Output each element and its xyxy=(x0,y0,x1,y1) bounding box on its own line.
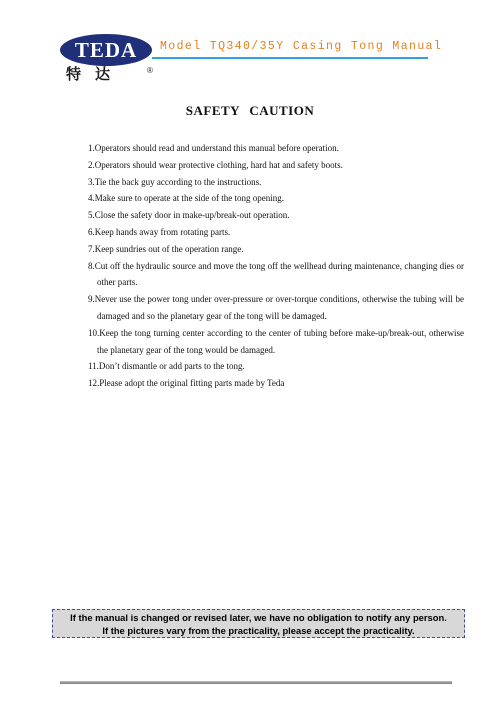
list-item: 8.Cut off the hydraulic source and move the tong off the wellhead during maintenance, changing dies or other parts. xyxy=(88,260,464,288)
list-item: 4.Make sure to operate at the side of the tong opening. xyxy=(88,193,284,204)
logo-chinese-text: 特达 xyxy=(66,65,125,83)
logo-oval-badge xyxy=(60,34,152,66)
footer-divider xyxy=(60,681,452,684)
list-item: 1.Operators should read and understand this manual before operation. xyxy=(88,143,339,153)
logo-text: TEDA xyxy=(74,38,138,62)
header-divider xyxy=(152,57,428,59)
list-item: 5.Close the safety door in make-up/break-out operation. xyxy=(88,210,290,221)
list-item: 10.Keep the tong turning center according to the center of tubing before make-up/break-out, otherwise the planetary gear of the tong would be damaged. xyxy=(88,327,464,355)
notice-line: If the pictures vary from the practicality, please accept the practicality. xyxy=(102,625,415,636)
list-item: 6.Keep hands away from rotating parts. xyxy=(88,226,231,237)
list-item: 3.Tie the back guy according to the instructions. xyxy=(88,176,262,187)
list-item: 12.Please adopt the original fitting parts made by Teda xyxy=(88,378,285,389)
notice-line: If the manual is changed or revised later, we have no obligation to notify any person. xyxy=(70,612,447,623)
header-title: Model TQ340/35Y Casing Tong Manual xyxy=(160,40,443,53)
safety-caution-list xyxy=(88,140,464,392)
list-item: 7.Keep sundries out of the operation range. xyxy=(88,243,244,254)
registered-mark: ® xyxy=(147,66,153,75)
list-item: 9.Never use the power tong under over-pressure or over-torque conditions, otherwise the tubing will be damaged and so the planetary gear of the tong will be damaged. xyxy=(88,294,464,321)
page-title: SAFETY CAUTION xyxy=(185,103,315,118)
list-item: 11.Don’t dismantle or add parts to the tong. xyxy=(88,361,245,372)
list-item: 2.Operators should wear protective clothing, hard hat and safety boots. xyxy=(88,159,343,170)
disclaimer-notice xyxy=(52,609,465,638)
